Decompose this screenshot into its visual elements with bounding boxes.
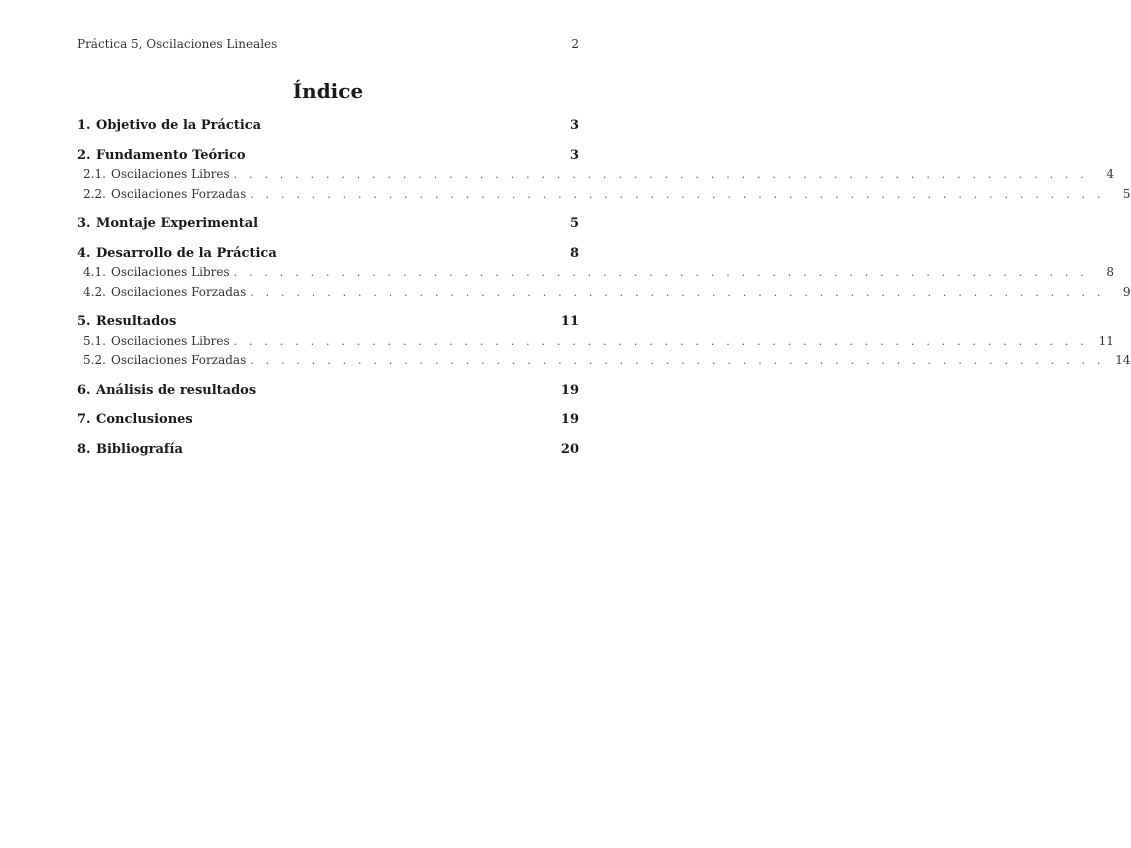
dot-leader: . . . . . . . . . . . . . . . . . . . . . . . . . . . . . . . . . . . . . . . . . . . . . . . . . . . . . . . . xyxy=(250,354,1105,367)
toc-subsection-entry[interactable] xyxy=(77,263,1114,283)
toc-subsection-entry[interactable] xyxy=(77,165,1114,185)
toc-section-number: 5. xyxy=(77,314,91,329)
toc-section-page: 8 xyxy=(569,245,579,261)
toc-section-page: 19 xyxy=(560,382,579,398)
toc-subsection-number: 4.1. xyxy=(83,265,106,279)
toc-subsection-entry[interactable] xyxy=(77,283,1131,303)
toc-section-page: 3 xyxy=(569,147,579,163)
toc-section-entry[interactable] xyxy=(77,312,579,332)
toc-section xyxy=(77,440,579,460)
toc-subsection-page: 4 xyxy=(1106,167,1114,181)
toc-section xyxy=(77,146,1131,205)
toc-subsection-title: Oscilaciones Forzadas xyxy=(111,351,250,371)
dot-leader: . . . . . . . . . . . . . . . . . . . . . . . . . . . . . . . . . . . . . . . . . . . . . . . . . . . . . . . . xyxy=(233,266,1088,279)
toc-subsection-page: 14 xyxy=(1115,353,1131,367)
toc-section-entry[interactable] xyxy=(77,244,579,264)
toc-section-page: 11 xyxy=(560,314,579,329)
toc-subsection-title: Oscilaciones Forzadas xyxy=(111,185,250,205)
dot-leader: . . . . . . . . . . . . . . . . . . . . . . . . . . . . . . . . . . . . . . . . . . . . . . . . . . . . . . . . xyxy=(233,334,1088,348)
toc-section-page: 5 xyxy=(569,216,579,231)
toc-subsection-entry[interactable] xyxy=(77,351,1131,371)
dot-leader: . . . . . . . . . . . . . . . . . . . . . . . . . . . . . . . . . . . . . . . . . . . . . . . . . . . . . . . . xyxy=(233,168,1088,181)
toc-section-number: 3. xyxy=(77,216,91,231)
toc-section-title: Conclusiones xyxy=(96,412,193,427)
toc-subsection-number: 2.1. xyxy=(83,167,106,181)
toc-section-number: 2. xyxy=(77,147,91,163)
toc-section xyxy=(77,410,579,430)
toc-section-entry[interactable] xyxy=(77,381,579,401)
toc-section-page: 19 xyxy=(560,412,579,427)
toc-section-number: 7. xyxy=(77,412,91,427)
running-header xyxy=(77,36,579,52)
toc-subsection-title: Oscilaciones Libres xyxy=(111,263,234,283)
toc-section-number: 6. xyxy=(77,382,91,398)
toc-section-entry[interactable] xyxy=(77,146,579,166)
toc-section-title: Objetivo de la Práctica xyxy=(96,118,262,133)
dot-leader: . . . . . . . . . . . . . . . . . . . . . . . . . . . . . . . . . . . . . . . . . . . . . . . . . . . . . . . . xyxy=(250,285,1105,299)
table-of-contents xyxy=(77,116,1131,469)
dot-leader: . . . . . . . . . . . . . . . . . . . . . . . . . . . . . . . . . . . . . . . . . . . . . . . . . . . . . . . . xyxy=(250,187,1105,201)
toc-subsection-number: 4.2. xyxy=(83,284,106,299)
toc-subsection-number: 5.2. xyxy=(83,353,106,367)
toc-section-number: 8. xyxy=(77,441,91,457)
toc-section-number: 4. xyxy=(77,245,91,261)
toc-section-title: Resultados xyxy=(96,314,177,329)
toc-section-title: Análisis de resultados xyxy=(96,382,257,398)
header-title: Práctica 5, Oscilaciones Lineales xyxy=(77,37,278,51)
toc-subsection-title: Oscilaciones Forzadas xyxy=(111,283,250,303)
toc-subsection-title: Oscilaciones Libres xyxy=(111,332,234,352)
toc-section-entry[interactable] xyxy=(77,214,579,234)
toc-subsection-page: 8 xyxy=(1106,265,1114,279)
toc-section xyxy=(77,244,1131,303)
document-page xyxy=(77,0,1131,848)
toc-section xyxy=(77,214,579,234)
toc-section-title: Bibliografía xyxy=(96,441,183,457)
toc-section-number: 1. xyxy=(77,118,91,133)
toc-section xyxy=(77,312,1131,371)
toc-subsection-number: 2.2. xyxy=(83,186,106,201)
toc-subsection-title: Oscilaciones Libres xyxy=(111,165,234,185)
toc-section-page: 3 xyxy=(569,118,579,133)
toc-section-page: 20 xyxy=(560,441,579,457)
toc-section-title: Montaje Experimental xyxy=(96,216,259,231)
toc-subsection-page: 5 xyxy=(1122,186,1131,201)
header-page-number: 2 xyxy=(571,37,579,51)
toc-section-entry[interactable] xyxy=(77,116,579,136)
toc-subsection-page: 9 xyxy=(1122,284,1131,299)
toc-section-entry[interactable] xyxy=(77,440,579,460)
toc-section-title: Desarrollo de la Práctica xyxy=(96,245,277,261)
toc-subsection-entry[interactable] xyxy=(77,332,1114,352)
toc-title: Índice xyxy=(292,79,364,103)
toc-section-entry[interactable] xyxy=(77,410,579,430)
toc-section xyxy=(77,116,579,136)
toc-subsection-number: 5.1. xyxy=(83,333,106,348)
toc-section-title: Fundamento Teórico xyxy=(96,147,246,163)
toc-section xyxy=(77,381,579,401)
toc-subsection-entry[interactable] xyxy=(77,185,1131,205)
toc-subsection-page: 11 xyxy=(1098,333,1114,348)
